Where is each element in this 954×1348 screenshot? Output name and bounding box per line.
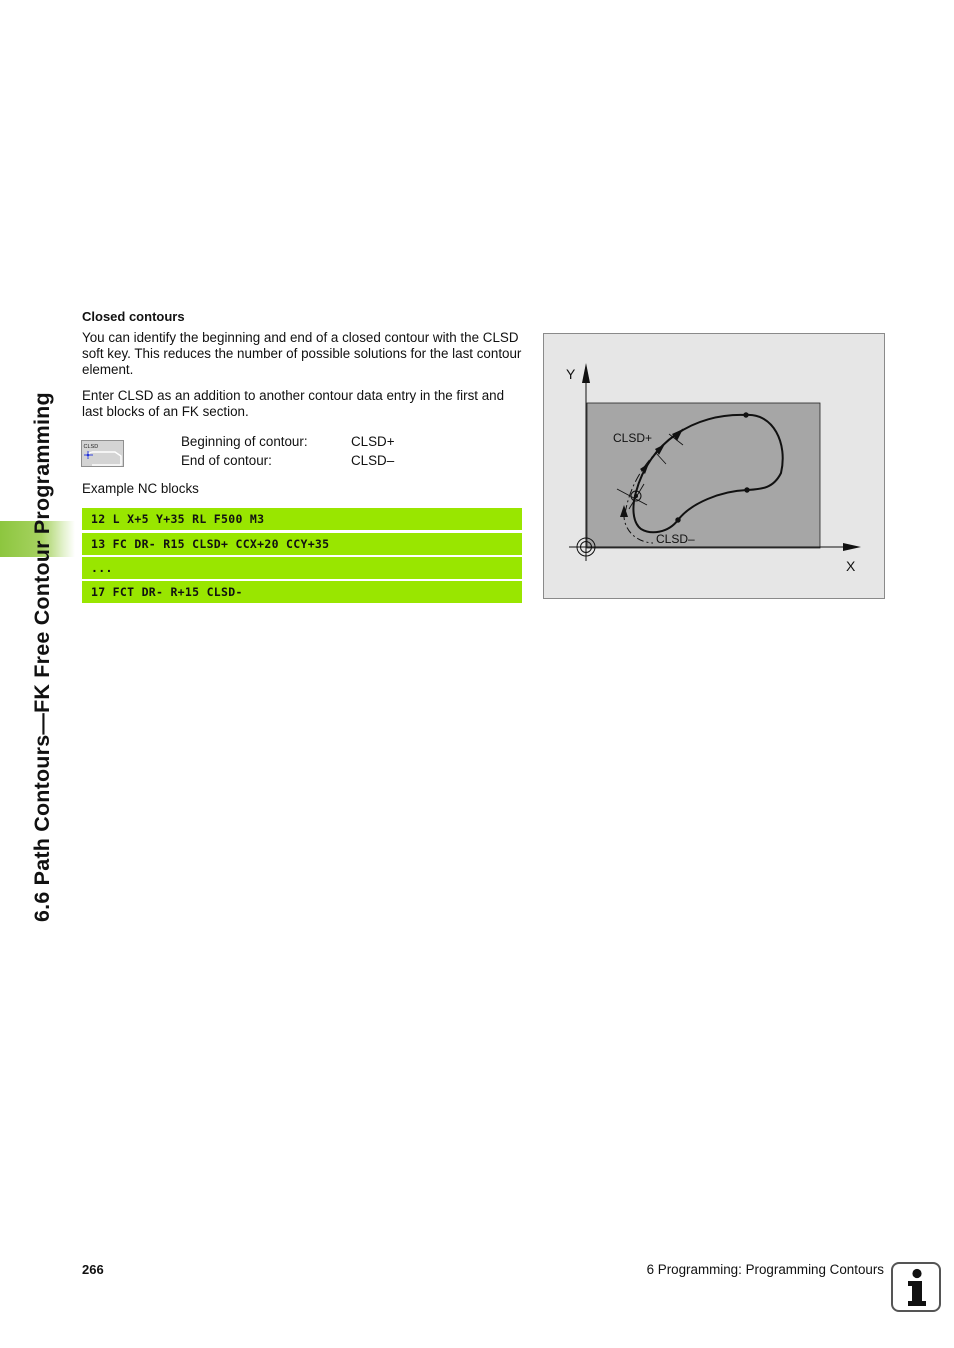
- y-axis-label: Y: [566, 366, 576, 382]
- page-number: 266: [82, 1262, 104, 1277]
- usage-paragraph: Enter CLSD as an addition to another contour data entry in the first and last blocks of an FK section.: [82, 388, 505, 419]
- nc-block-12: 12 L X+5 Y+35 RL F500 M3: [82, 508, 522, 530]
- entry-label-end: End of contour:: [181, 453, 272, 468]
- x-axis-label: X: [846, 558, 856, 574]
- entry-label-begin: Beginning of contour:: [181, 434, 308, 449]
- clsd-softkey-icon: [81, 440, 124, 467]
- entry-value-begin: CLSD+: [351, 434, 395, 449]
- nc-block-ellipsis: ...: [82, 557, 522, 579]
- clsd-plus-label: CLSD+: [613, 431, 653, 445]
- nc-block-17: 17 FCT DR- R+15 CLSD-: [82, 581, 522, 603]
- nc-block-13: 13 FC DR- R15 CLSD+ CCX+20 CCY+35: [82, 533, 522, 555]
- softkey-label: CLSD: [83, 444, 99, 450]
- footer-chapter-title: 6 Programming: Programming Contours: [646, 1262, 884, 1277]
- intro-paragraph: You can identify the beginning and end of a closed contour with the CLSD soft key. This reduces the number of possible solutions for the last contour element.: [82, 330, 522, 377]
- entry-value-end: CLSD–: [351, 453, 395, 468]
- example-label: Example NC blocks: [82, 481, 199, 496]
- chapter-side-title: 6.6 Path Contours—FK Free Contour Programming: [30, 392, 54, 922]
- info-icon: [891, 1262, 941, 1312]
- clsd-minus-label: CLSD–: [656, 532, 695, 546]
- section-heading: Closed contours: [82, 309, 185, 324]
- closed-contour-figure: [543, 333, 885, 599]
